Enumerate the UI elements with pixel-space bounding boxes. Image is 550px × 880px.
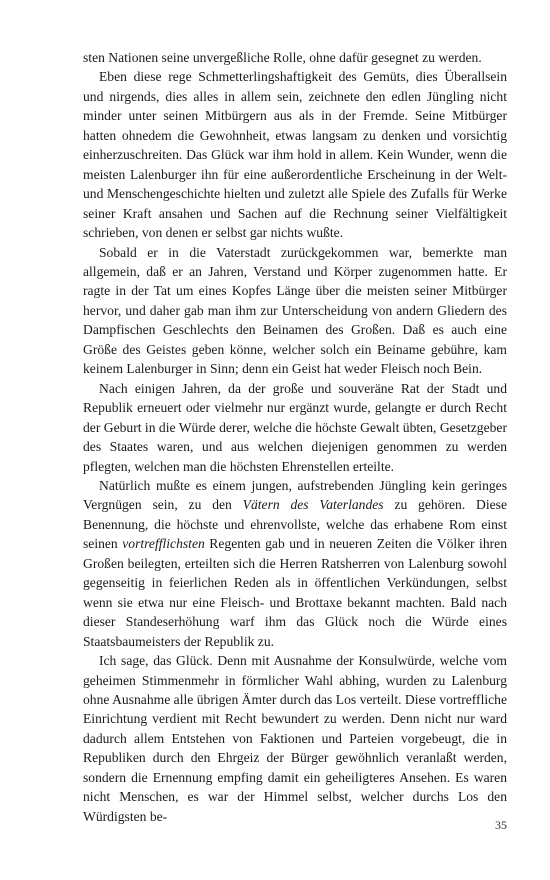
paragraph: [83, 67, 507, 242]
paragraph: [83, 243, 507, 379]
text-run: Regenten gab und in neueren Zeiten die Völker ihren Großen beilegten, erteilten sich die Herren Ratsherren von Lalenburg sowohl gegenseitig in feierlichen Reden als in öffentlichen Verkündungen, selbst wenn sie etwa nur eine Fleisch- und Brottaxe bekannt machten. Bald nach dieser Standeserhöhung warf ihm das Glück noch die Würde eines Staatsbaumeisters der Republik zu.: [83, 536, 507, 649]
text-run: Ich sage, das Glück. Denn mit Ausnahme der Konsulwürde, welche vom geheimen Stimmenmehr in förmlicher Wahl abhing, wurden zu Lalenburg ohne Ausnahme alle übrigen Ämter durch das Los verteilt. Diese vortreffliche Einrichtung verdient mit Recht bewundert zu werden. Denn nicht nur ward dadurch allem Entstehen von Faktionen und Parteien vorgebeugt, die in Republiken durch den Ehrgeiz der Bürger gewöhnlich veranlaßt werden, sondern die Ernennung empfing damit ein geheiligteres Ansehen. Es waren nicht Menschen, es war der Himmel selbst, welcher durchs Los den Würdigsten be-: [83, 653, 507, 824]
italic-text: Vätern des Vaterlandes: [242, 497, 384, 513]
text-run: Natürlich mußte es einem jungen, aufstrebenden Jüngling kein geringes Vergnügen sein, zu den: [83, 477, 507, 513]
italic-text: vortrefflichsten: [122, 536, 205, 552]
text-run: Eben diese rege Schmetterlingshaftigkeit des Gemüts, dies Überallsein und nirgends, dies alles in allem sein, zeichnete den edlen Jüngling nicht minder unter seinen Mitbürgern aus als in der Fremde. Seine Mitbürger hatten ohnedem die Gewohnheit, etwas langsam zu denken und vorsichtig einherzuschreiten. Das Glück war ihm hold in allem. Kein Wunder, wenn die meisten Lalenburger ihn für eine außerordentliche Erscheinung in der Welt- und Menschengeschichte hielten und zuletzt alle Spiele des Zufalls für Werke seiner Kraft ansahen und Sachen auf die Rechnung seiner Vielfältigkeit schrieben, von denen er selbst gar nichts wußte.: [83, 69, 507, 241]
paragraph: [83, 379, 507, 476]
paragraph: [83, 651, 507, 826]
paragraph: [83, 48, 507, 67]
paragraph: [83, 476, 507, 651]
body-text: [83, 48, 507, 826]
text-run: Sobald er in die Vaterstadt zurückgekommen war, bemerkte man allgemein, daß er an Jahren, Verstand und Körper zugenommen hatte. Er ragte in der Tat um eines Kopfes Länge über die meisten seiner Mitbürger hervor, und daher gab man ihm zur Unterscheidung von andern Gliedern des Dampfischen Geschlechts den Beinamen des Großen. Daß es auch eine Größe des Geistes geben könne, welcher solch ein Beiname gebühre, kam keinem Lalenburger in Sinn; denn ein Geist hat weder Fleisch noch Bein.: [83, 244, 507, 377]
page-number: 35: [495, 818, 507, 832]
text-run: sten Nationen seine unvergeßliche Rolle, ohne dafür gesegnet zu werden.: [83, 50, 482, 65]
text-run: Nach einigen Jahren, da der große und souveräne Rat der Stadt und Republik erneuert oder vielmehr nur ergänzt wurde, gelangte er durch Recht der Geburt in die Würde derer, welche die höchste Gewalt übten, Gesetzgeber des Staates waren, und aus welchen diejenigen genommen zu werden pflegten, welchen man die höchsten Ehrenstellen erteilte.: [83, 380, 507, 474]
text-run: zu gehören. Diese Benennung, die höchste und ehrenvollste, welche das erhabene Rom einst seinen: [83, 497, 507, 552]
